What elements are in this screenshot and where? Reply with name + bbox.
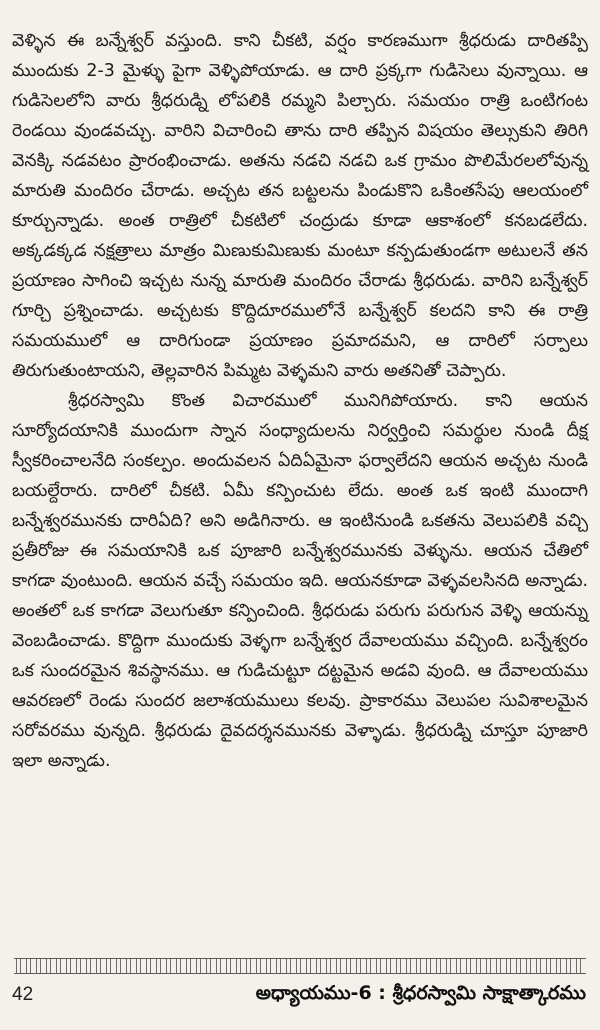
chapter-title: అధ్యాయము-6 : శ్రీధరస్వామి సాక్షాత్కారము — [255, 981, 586, 1004]
body-paragraph-2: శ్రీధరస్వామి కొంత విచారములో మునిగిపోయారు. కాని ఆయన సూర్యోదయానికి ముందుగా స్నాన సంధ్యాదులను నిర్వర్తించి సమర్థుల నుండి దీక్ష స్వీకరించాలనేది సంకల్పం. అందువలన ఏదిఏమైనా ఫర్వాలేదని ఆయన అచ్చట నుండి బయల్దేరారు. దారిలో చీకటి. ఏమీ కన్పించుట లేదు. అంత ఒక ఇంటి ముందాగి బన్నేశ్వరమునకు దారిఏది? అని అడిగినారు. ఆ ఇంటినుండి ఒకతను వెలుపలికి వచ్చి ప్రతీరోజు ఈ సమయానికి ఒక పూజారి బన్నేశ్వరమునకు వెళ్ళును. ఆయన చేతిలో కాగడా వుంటుంది. ఆయన వచ్చే సమయం ఇది. ఆయనకూడా వెళ్ళవలసినది అన్నాడు. అంతలో ఒక కాగడా వెలుగుతూ కన్పించింది. శ్రీధరుడు పరుగు పరుగున వెళ్ళి ఆయన్ను వెంబడించాడు. కొద్దిగా ముందుకు వెళ్ళగా బన్నేశ్వర దేవాలయము వచ్చింది. బన్నేశ్వరం ఒక సుందరమైన శివస్థానము. ఆ గుడిచుట్టూ దట్టమైన అడవి వుంది. ఆ దేవాలయము ఆవరణలో రెండు సుందర జలాశయములు కలవు. ప్రాకారము వెలుపల సువిశాలమైన సరోవరము వున్నది. శ్రీధరుడు దైవదర్శనమునకు వెళ్ళాడు. శ్రీధరుడ్ని చూస్తూ పూజారి ఇలా అన్నాడు. — [12, 391, 588, 771]
page-footer — [12, 978, 586, 1012]
decorative-border-divider — [14, 958, 586, 974]
page-number: 42 — [12, 984, 34, 1005]
body-paragraph-1: వెళ్ళిన ఈ బన్నేశ్వర్ వస్తుంది. కాని చీకటి, వర్షం కారణముగా శ్రీధరుడు దారితప్పి ముందుకు 2-3 మైళ్ళు పైగా వెళ్ళిపోయాడు. ఆ దారి ప్రక్కగా గుడిసెలు వున్నాయి. ఆ గుడిసెలలోని వారు శ్రీధరుడ్ని లోపలికి రమ్మని పిల్చారు. సమయం రాత్రి ఒంటిగంట రెండయి వుండవచ్చు. వారిని విచారించి తాను దారి తప్పిన విషయం తెల్సుకుని తిరిగి వెనక్కి నడవటం ప్రారంభించాడు. అతను నడచి నడచి ఒక గ్రామం పొలిమేరలలోవున్న మారుతి మందిరం చేరాడు. అచ్చట తన బట్టలను పిండుకొని ఒకింతసేపు ఆలయంలో కూర్చున్నాడు. అంత రాత్రిలో చీకటిలో చంద్రుడు కూడా ఆకాశంలో కనబడలేదు. అక్కడక్కడ నక్షత్రాలు మాత్రం మిణుకుమిణుకు మంటూ కన్పడుతుండగా అటులనే తన ప్రయాణం సాగించి ఇచ్చట నున్న మారుతి మందిరం చేరాడు శ్రీధరుడు. వారిని బన్నేశ్వర్ గూర్చి ప్రశ్నించాడు. అచ్చటకు కొద్దిదూరములోనే బన్నేశ్వర్ కలదని కాని ఈ రాత్రి సమయములో ఆ దారిగుండా ప్రయాణం ప్రమాదమని, ఆ దారిలో సర్పాలు తిరుగుతుంటాయని, తెల్లవారిన పిమ్మట వెళ్ళమని వారు అతనితో చెప్పారు. — [12, 31, 588, 381]
